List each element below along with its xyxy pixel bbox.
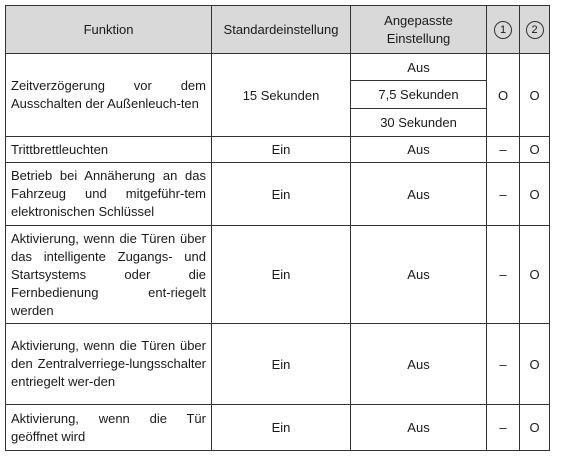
row-default: Ein: [212, 324, 351, 405]
row-col1: O: [487, 54, 520, 137]
row-function: Aktivierung, wenn die Türen über das intelligente Zugangs- und Startsystems oder die Fernbedienung ent-riegelt werden: [6, 226, 212, 324]
row-function: Aktivierung, wenn die Tür geöffnet wird: [6, 405, 212, 451]
row-function: Zeitverzögerung vor dem Ausschalten der Außenleuch-ten: [6, 54, 212, 137]
row-default: Ein: [212, 226, 351, 324]
header-function: Funktion: [6, 6, 212, 54]
row-default: 15 Sekunden: [212, 54, 351, 137]
row-col1: –: [487, 324, 520, 405]
row-function: Aktivierung, wenn die Türen über den Zentralverriege-lungsschalter entriegelt wer-den: [6, 324, 212, 405]
row-default: Ein: [212, 405, 351, 451]
header-column-2: [520, 6, 550, 54]
circled-one-icon: 1: [494, 21, 512, 39]
row-custom: Aus: [351, 137, 487, 163]
settings-table: [5, 5, 550, 451]
row-col2: O: [520, 163, 550, 226]
row-col1: –: [487, 137, 520, 163]
row-function: Trittbrettleuchten: [6, 137, 212, 163]
header-default-setting: Standardeinstellung: [212, 6, 351, 54]
row-custom: Aus: [351, 405, 487, 451]
row-custom: Aus: [351, 163, 487, 226]
row-col2: O: [520, 226, 550, 324]
row-col1: –: [487, 405, 520, 451]
header-column-1: [487, 6, 520, 54]
circled-two-icon: 2: [526, 21, 544, 39]
header-custom-setting: Angepasste Einstellung: [351, 6, 487, 54]
row-custom-option: Aus: [351, 54, 487, 81]
row-col2: O: [520, 137, 550, 163]
row-col2: O: [520, 54, 550, 137]
row-col2: O: [520, 405, 550, 451]
row-custom-option: 30 Sekunden: [351, 109, 487, 137]
row-custom-option: 7,5 Sekunden: [351, 81, 487, 109]
row-col2: O: [520, 324, 550, 405]
row-default: Ein: [212, 163, 351, 226]
row-function: Betrieb bei Annäherung an das Fahrzeug und mitgeführ-tem elektronischen Schlüssel: [6, 163, 212, 226]
row-default: Ein: [212, 137, 351, 163]
row-col1: –: [487, 226, 520, 324]
row-custom: Aus: [351, 324, 487, 405]
row-custom: Aus: [351, 226, 487, 324]
row-col1: –: [487, 163, 520, 226]
